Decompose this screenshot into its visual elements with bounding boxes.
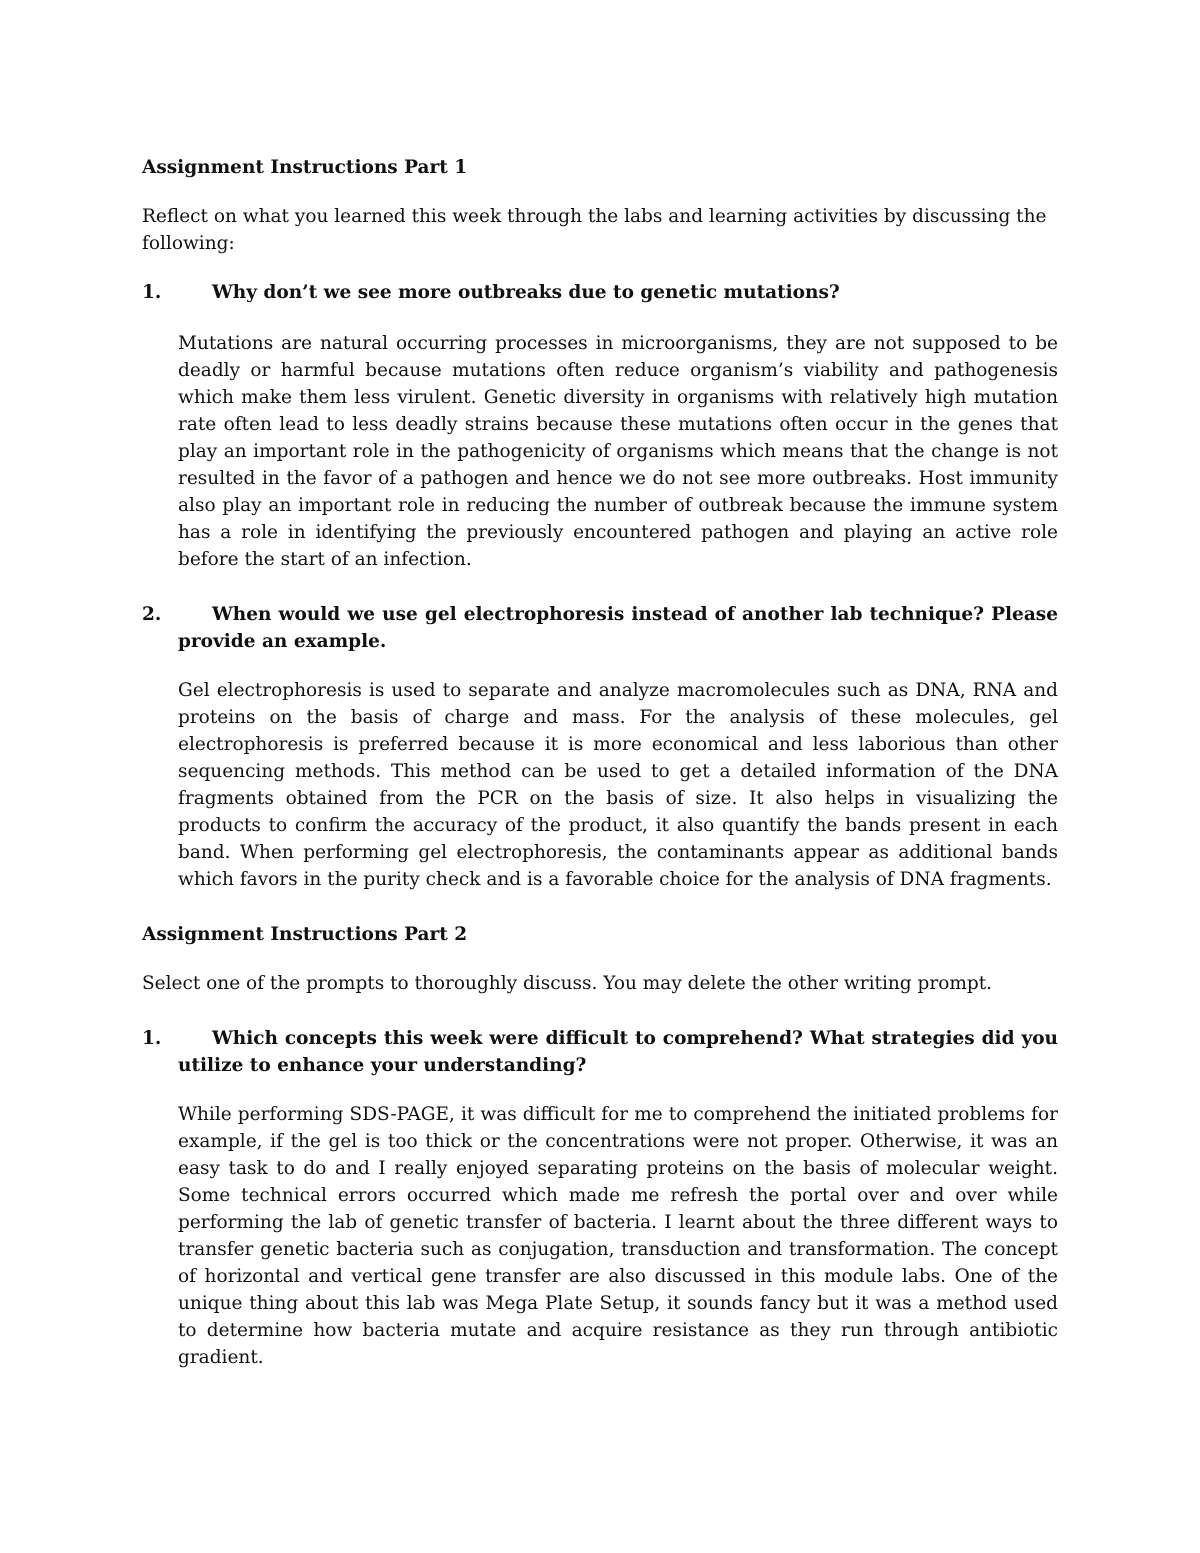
part2-question-1 bbox=[142, 1025, 1058, 1079]
question-text: Which concepts this week were difficult to comprehend? What strategies did you utilize to enhance your understanding? bbox=[178, 1028, 1058, 1076]
question-number: 1. bbox=[142, 282, 162, 303]
document-page bbox=[142, 150, 1058, 1390]
part2-intro: Select one of the prompts to thoroughly discuss. You may delete the other writing prompt. bbox=[142, 973, 993, 994]
question-number: 1. bbox=[142, 1028, 162, 1049]
part1-answer-2: Gel electrophoresis is used to separate and analyze macromolecules such as DNA, RNA and proteins on the basis of charge and mass. For the analysis of these molecules, gel electrophoresis is preferred because it is more economical and less laborious than other sequencing methods. This method can be used to get a detailed information of the DNA fragments obtained from the PCR on the basis of size. It also helps in visualizing the products to confirm the accuracy of the product, it also quantify the bands present in each band. When performing gel electrophoresis, the contaminants appear as additional bands which favors in the purity check and is a favorable choice for the analysis of DNA fragments. bbox=[178, 680, 1058, 890]
part1-intro: Reflect on what you learned this week through the labs and learning activities by discussing the following: bbox=[142, 206, 1047, 254]
part1-answer-1: Mutations are natural occurring processes in microorganisms, they are not supposed to be deadly or harmful because mutations often reduce organism’s viability and pathogenesis which make them less virulent. Genetic diversity in organisms with relatively high mutation rate often lead to less deadly strains because these mutations often occur in the genes that play an important role in the pathogenicity of organisms which means that the change is not resulted in the favor of a pathogen and hence we do not see more outbreaks. Host immunity also play an important role in reducing the number of outbreak because the immune system has a role in identifying the previously encountered pathogen and playing an active role before the start of an infection. bbox=[178, 333, 1058, 570]
part2-answer-1: While performing SDS-PAGE, it was difficult for me to comprehend the initiated problems for example, if the gel is too thick or the concentrations were not proper. Otherwise, it was an easy task to do and I really enjoyed separating proteins on the basis of molecular weight. Some technical errors occurred which made me refresh the portal over and over while performing the lab of genetic transfer of bacteria. I learnt about the three different ways to transfer genetic bacteria such as conjugation, transduction and transformation. The concept of horizontal and vertical gene transfer are also discussed in this module labs. One of the unique thing about this lab was Mega Plate Setup, it sounds fancy but it was a method used to determine how bacteria mutate and acquire resistance as they run through antibiotic gradient. bbox=[178, 1104, 1058, 1368]
part1-question-2 bbox=[142, 601, 1058, 655]
question-text: When would we use gel electrophoresis instead of another lab technique? Please provide an example. bbox=[178, 604, 1058, 652]
part1-question-1 bbox=[142, 279, 1058, 306]
part2-heading: Assignment Instructions Part 2 bbox=[142, 924, 468, 945]
question-number: 2. bbox=[142, 604, 162, 625]
question-text: Why don’t we see more outbreaks due to genetic mutations? bbox=[212, 282, 840, 303]
part1-heading: Assignment Instructions Part 1 bbox=[142, 157, 468, 178]
